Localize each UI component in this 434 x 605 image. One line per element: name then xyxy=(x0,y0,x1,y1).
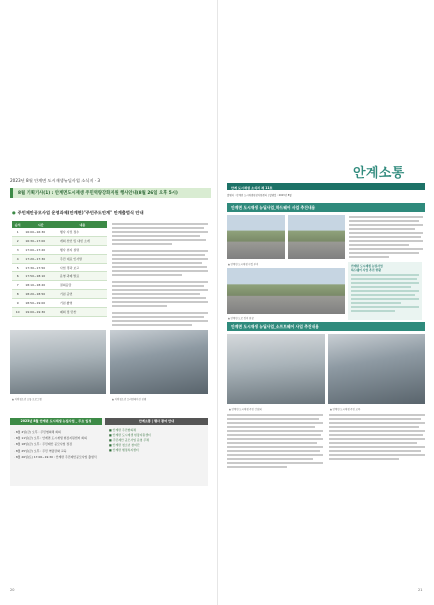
schedule-content-cell: 행사 사전 접수 xyxy=(58,228,107,236)
schedule-header-content: 내용 xyxy=(58,221,107,228)
schedule-order-cell: 8 xyxy=(12,290,23,299)
schedule-row xyxy=(12,236,107,245)
photo-site xyxy=(227,215,285,259)
schedule-time-cell: 18:10~18:20 xyxy=(23,281,58,290)
schedule-item: · 8월 25일(금) 오후 : 주민 역량강화 교육 xyxy=(14,448,67,453)
schedule-row xyxy=(12,228,107,236)
newsletter-logo: 안계소통 xyxy=(353,166,405,181)
event-heading-text: 주민제안공모사업 운영과제(안계면)"주민주도안계" 안계출범식 안내 xyxy=(17,210,144,215)
schedule-time-cell: 17:30~17:50 xyxy=(23,263,58,272)
schedule-header-time: 시간 xyxy=(23,221,58,228)
schedule-table xyxy=(12,221,107,317)
schedule-row xyxy=(12,272,107,281)
photo-construction xyxy=(227,268,345,314)
photo-youth-program xyxy=(10,330,106,394)
photo-caption: ▲ 지역청소년 소통 프로그램 xyxy=(12,398,42,401)
schedule-row xyxy=(12,263,107,272)
page-number: 20 xyxy=(10,588,15,592)
event-heading xyxy=(12,210,144,216)
photo-caption: ▲ 안계면 도로 정비 현장 xyxy=(228,317,254,320)
schedule-order-cell: 4 xyxy=(12,254,23,263)
notice-list xyxy=(109,428,207,453)
issue-title: 안계 도시재생 소식지 제 11호 xyxy=(231,185,273,190)
photo-education xyxy=(328,334,425,404)
schedule-content-cell: 폐회 및 만찬 xyxy=(58,308,107,317)
photo-caption: ▲ 안계면 도시재생 사업 부지 xyxy=(228,263,259,266)
sidebar-heading: 안계면 도시재생 뉴딜사업 xyxy=(351,264,383,268)
schedule-time-cell: 16:30~17:00 xyxy=(23,236,58,245)
article-title-bar xyxy=(10,188,211,198)
sidebar-subheading: 하드웨어 사업 추진 현황 xyxy=(351,268,381,272)
bullet-icon: ● xyxy=(12,210,16,215)
schedule-time-cell: 19:00~19:30 xyxy=(23,308,58,317)
schedule-order-cell: 1 xyxy=(12,228,23,236)
schedule-time-cell: 17:50~18:10 xyxy=(23,272,58,281)
schedule-content-cell: 사업 경과 보고 xyxy=(58,263,107,272)
schedule-order-cell: 6 xyxy=(12,272,23,281)
schedule-item: · 8월 18일(금) 오후 : 주민제안 공모사업 점검 xyxy=(14,442,72,447)
schedule-content-cell: 행사 취지 설명 xyxy=(58,245,107,254)
schedule-content-cell: 주민 대표 인사말 xyxy=(58,254,107,263)
schedule-row xyxy=(12,299,107,308)
photo-meeting xyxy=(227,334,325,404)
photo-caption: ▲ 안계면 도시재생 주민 간담회 xyxy=(229,408,262,411)
schedule-row xyxy=(12,308,107,317)
section-software-title: 안계면 도시재생 뉴딜사업_소프트웨어 사업 추진내용 xyxy=(231,324,319,330)
schedule-time-cell: 17:00~17:20 xyxy=(23,245,58,254)
schedule-header-order: 순서 xyxy=(12,221,23,228)
running-head: 2023년 8월 안계면 도시재생뉴딜사업 소식지 · 3 xyxy=(10,178,101,183)
photo-caption: ▲ 안계면 도시재생 주민 교육 xyxy=(330,408,361,411)
schedule-row xyxy=(12,290,107,299)
photo-caption: ▲ 지역청소년 오리엔테이션 진행 xyxy=(112,398,147,401)
notice-item: ■ 안계면 행정복지센터 xyxy=(109,448,139,452)
schedule-content-cell: 기념 공연 xyxy=(58,290,107,299)
notice-item: ■ 주민제안 공모사업 운영 주체 xyxy=(109,438,149,442)
schedule-content-cell: 개회 선언 및 내빈 소개 xyxy=(58,236,107,245)
schedule-order-cell: 2 xyxy=(12,236,23,245)
schedule-row xyxy=(12,254,107,263)
schedule-box-list xyxy=(14,429,102,460)
schedule-item: · 8월 4일(금) 오후 : 주민협의체 회의 xyxy=(14,430,61,434)
notice-item: ■ 안계면 청소년 참여단 xyxy=(109,443,140,447)
schedule-content-cell: 기념 촬영 xyxy=(58,299,107,308)
notice-item: ■ 안계면 도시재생 현장지원센터 xyxy=(109,433,151,437)
schedule-item: · 8월 26일(토) 17:00~19:30 : 안계면 주민제안공모사업 출범식 xyxy=(14,454,97,459)
schedule-time-cell: 16:00~16:30 xyxy=(23,228,58,236)
section-hardware-bar xyxy=(227,203,425,212)
schedule-time-cell: 17:20~17:30 xyxy=(23,254,58,263)
notice-item: ■ 안계면 주민협의체 xyxy=(109,428,136,432)
schedule-time-cell: 18:50~19:00 xyxy=(23,299,58,308)
schedule-content-cell: 질의응답 xyxy=(58,281,107,290)
schedule-order-cell: 9 xyxy=(12,299,23,308)
section-software-bar xyxy=(227,322,425,331)
schedule-content-cell: 운영 과제 발표 xyxy=(58,272,107,281)
schedule-order-cell: 3 xyxy=(12,245,23,254)
notice-box xyxy=(105,418,208,486)
schedule-order-cell: 10 xyxy=(12,308,23,317)
publisher-byline: 발행처 : 안계면 도시재생현장지원센터 | 발행일 : 2023년 8월 xyxy=(227,194,292,197)
photo-youth-orientation xyxy=(110,330,208,394)
schedule-item: · 8월 11일(금) 오후 : 안계면 도시재생 현장지원센터 회의 xyxy=(14,436,87,441)
schedule-order-cell: 7 xyxy=(12,281,23,290)
issue-strip xyxy=(227,183,425,190)
schedule-order-cell: 5 xyxy=(12,263,23,272)
photo-road xyxy=(288,215,345,259)
schedule-time-cell: 18:20~18:50 xyxy=(23,290,58,299)
article-title: 8월 기획기사(1) : 안계면도시재생 주민역량강화지원 행사안내(8월 26일 오후 5시) xyxy=(18,191,178,196)
page-number: 21 xyxy=(418,588,423,592)
schedule-row xyxy=(12,281,107,290)
schedule-box-heading: 2023년 8월 안계면 도시재생 뉴딜사업 _ 주요 일정 xyxy=(10,418,102,425)
section-hardware-title: 안계면 도시재생 뉴딜사업_하드웨어 사업 추진내용 xyxy=(231,205,316,211)
notice-heading: 안계소통 | 행사 참여 안내 xyxy=(105,418,208,425)
schedule-row xyxy=(12,245,107,254)
